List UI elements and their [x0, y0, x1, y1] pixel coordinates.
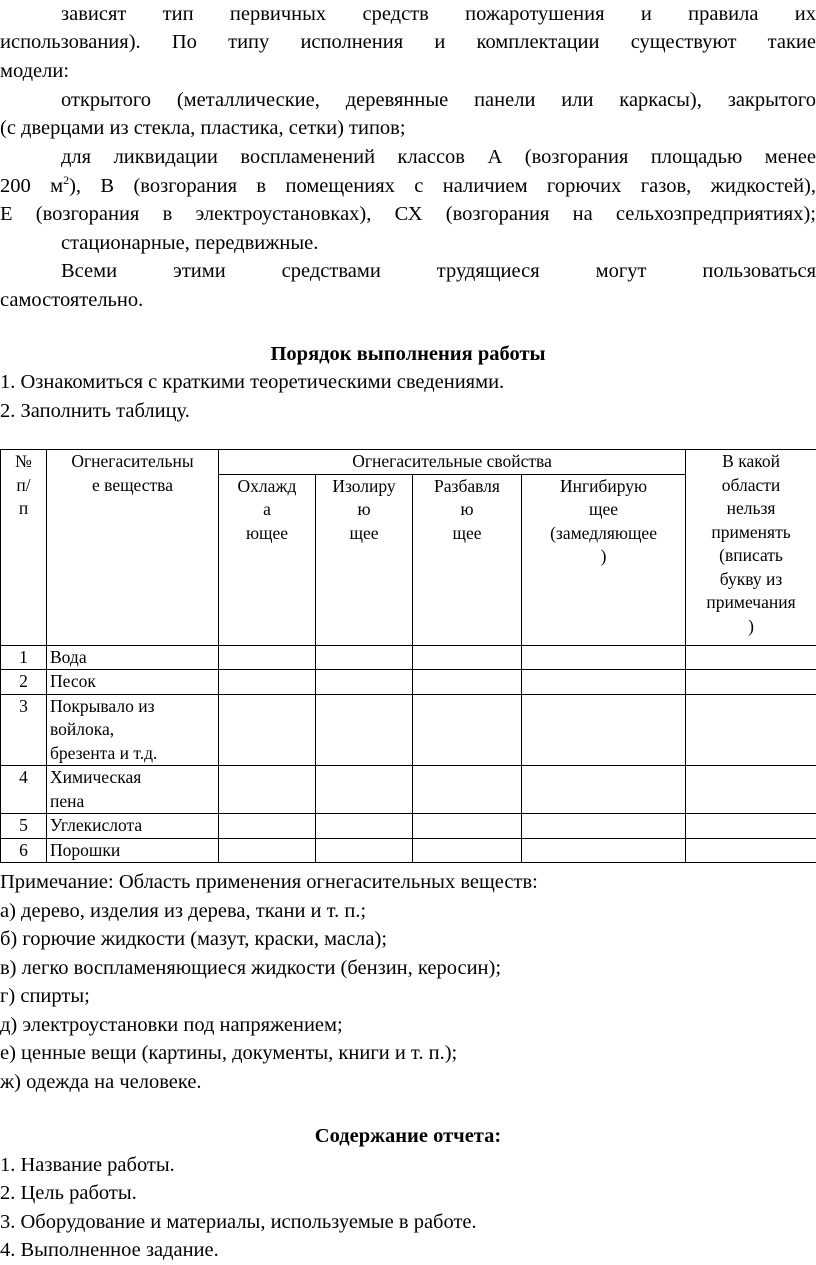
intro-line-2: использования). По типу исполнения и комплектации существуют такие	[0, 28, 816, 57]
row-agent	[47, 670, 219, 695]
table-header-row-1	[1, 450, 816, 475]
row-number: 4	[1, 766, 47, 814]
header-agent-line: е вещества	[50, 474, 215, 498]
superscript-two: 2	[63, 173, 69, 187]
cell-diluting[interactable]	[413, 645, 522, 670]
cell-inhibiting[interactable]	[522, 814, 686, 839]
table-row	[1, 838, 816, 863]
header-agent	[47, 450, 219, 646]
header-number	[1, 450, 47, 646]
cell-inhibiting[interactable]	[522, 694, 686, 766]
cell-cooling[interactable]	[219, 670, 316, 695]
cell-cooling[interactable]	[219, 814, 316, 839]
header-inhibiting-line: )	[525, 545, 682, 569]
cell-isolating[interactable]	[316, 814, 413, 839]
intro-line-7	[0, 172, 816, 201]
cell-forbidden-area[interactable]	[686, 766, 816, 814]
report-item-1: 1. Название работы.	[0, 1151, 816, 1180]
intro-line-7-start: 200 м	[0, 175, 63, 197]
note-item-c: в) легко воспламеняющиеся жидкости (бензин, керосин);	[0, 954, 816, 983]
header-area-line: В какой	[689, 450, 813, 474]
header-area-line: применять	[689, 521, 813, 545]
header-inhibiting-line: щее	[525, 498, 682, 522]
intro-line-1: зависят тип первичных средств пожаротушения и правила их	[0, 0, 816, 29]
intro-line-9: стационарные, передвижные.	[0, 229, 816, 258]
row-agent-line: брезента и т.д.	[50, 742, 215, 766]
row-agent	[47, 838, 219, 863]
procedure-step-1: 1. Ознакомиться с краткими теоретическими сведениями.	[0, 368, 816, 397]
procedure-heading: Порядок выполнения работы	[0, 340, 816, 369]
row-agent-line: Песок	[50, 670, 215, 694]
header-number-line: п	[4, 497, 43, 521]
row-agent-line: Порошки	[50, 839, 215, 863]
header-diluting-line: ю	[416, 498, 518, 522]
cell-inhibiting[interactable]	[522, 670, 686, 695]
row-agent	[47, 694, 219, 766]
header-number-line: №	[4, 450, 43, 474]
table-row	[1, 645, 816, 670]
row-number: 2	[1, 670, 47, 695]
row-number: 1	[1, 645, 47, 670]
note-title: Примечание: Область применения огнегасительных веществ:	[0, 868, 816, 897]
header-area-line: (вписать	[689, 544, 813, 568]
header-area-line: нельзя	[689, 497, 813, 521]
header-area-line: букву из	[689, 568, 813, 592]
row-number: 5	[1, 814, 47, 839]
row-number: 3	[1, 694, 47, 766]
cell-forbidden-area[interactable]	[686, 645, 816, 670]
cell-diluting[interactable]	[413, 766, 522, 814]
row-number: 6	[1, 838, 47, 863]
header-cooling-line: ющее	[222, 522, 312, 546]
table-row	[1, 694, 816, 766]
header-isolating-line: ю	[319, 498, 409, 522]
header-cooling-line: Охлажд	[222, 475, 312, 499]
report-item-4: 4. Выполненное задание.	[0, 1236, 816, 1265]
row-agent	[47, 766, 219, 814]
header-area-line: области	[689, 474, 813, 498]
table-row	[1, 766, 816, 814]
cell-isolating[interactable]	[316, 838, 413, 863]
cell-isolating[interactable]	[316, 694, 413, 766]
header-diluting	[413, 474, 522, 645]
header-isolating-line: Изолиру	[319, 475, 409, 499]
cell-isolating[interactable]	[316, 766, 413, 814]
row-agent-line: Химическая	[50, 766, 215, 790]
header-forbidden-area	[686, 450, 816, 646]
note-item-d: г) спирты;	[0, 982, 816, 1011]
header-inhibiting	[522, 474, 686, 645]
table-row	[1, 670, 816, 695]
report-heading: Содержание отчета:	[0, 1122, 816, 1151]
note-item-a: а) дерево, изделия из дерева, ткани и т. п.;	[0, 897, 816, 926]
report-item-3: 3. Оборудование и материалы, используемые в работе.	[0, 1208, 816, 1237]
note-item-g: ж) одежда на человеке.	[0, 1068, 816, 1097]
row-agent-line: Покрывало из	[50, 695, 215, 719]
intro-line-10: Всеми этими средствами трудящиеся могут пользоваться	[0, 257, 816, 286]
extinguishing-agents-table	[0, 449, 816, 863]
header-number-line: п/	[4, 474, 43, 498]
cell-forbidden-area[interactable]	[686, 670, 816, 695]
row-agent-line: Углекислота	[50, 814, 215, 838]
header-inhibiting-line: (замедляющее	[525, 522, 682, 546]
intro-line-4: открытого (металлические, деревянные панели или каркасы), закрытого	[0, 86, 816, 115]
header-inhibiting-line: Ингибирую	[525, 475, 682, 499]
header-properties: Огнегасительные свойства	[219, 450, 686, 475]
cell-isolating[interactable]	[316, 645, 413, 670]
header-area-line: примечания	[689, 591, 813, 615]
header-isolating-line: щее	[319, 522, 409, 546]
header-isolating	[316, 474, 413, 645]
note-item-e: д) электроустановки под напряжением;	[0, 1011, 816, 1040]
header-area-line: )	[689, 615, 813, 639]
row-agent-line: Вода	[50, 646, 215, 670]
cell-diluting[interactable]	[413, 838, 522, 863]
intro-line-8: Е (возгорания в электроустановках), СХ (возгорания на сельхозпредприятиях);	[0, 200, 816, 229]
note-item-f: е) ценные вещи (картины, документы, книги и т. п.);	[0, 1039, 816, 1068]
intro-line-6: для ликвидации воспламенений классов А (возгорания площадью менее	[0, 143, 816, 172]
cell-inhibiting[interactable]	[522, 645, 686, 670]
cell-cooling[interactable]	[219, 694, 316, 766]
header-diluting-line: Разбавля	[416, 475, 518, 499]
header-diluting-line: щее	[416, 522, 518, 546]
procedure-step-2: 2. Заполнить таблицу.	[0, 397, 816, 426]
intro-line-11: самостоятельно.	[0, 286, 816, 315]
header-agent-line: Огнегасительны	[50, 450, 215, 474]
cell-forbidden-area[interactable]	[686, 814, 816, 839]
table-row	[1, 814, 816, 839]
cell-cooling[interactable]	[219, 838, 316, 863]
cell-isolating[interactable]	[316, 670, 413, 695]
cell-inhibiting[interactable]	[522, 766, 686, 814]
cell-inhibiting[interactable]	[522, 838, 686, 863]
intro-line-7-end: ), В (возгорания в помещениях с наличием горючих газов, жидкостей),	[69, 175, 816, 197]
cell-forbidden-area[interactable]	[686, 694, 816, 766]
intro-line-5: (с дверцами из стекла, пластика, сетки) типов;	[0, 114, 816, 143]
row-agent-line: пена	[50, 790, 215, 814]
cell-cooling[interactable]	[219, 645, 316, 670]
intro-line-3: модели:	[0, 57, 816, 86]
cell-forbidden-area[interactable]	[686, 838, 816, 863]
row-agent	[47, 814, 219, 839]
row-agent-line: войлока,	[50, 718, 215, 742]
cell-diluting[interactable]	[413, 694, 522, 766]
header-cooling	[219, 474, 316, 645]
note-item-b: б) горючие жидкости (мазут, краски, масла);	[0, 925, 816, 954]
header-cooling-line: а	[222, 498, 312, 522]
cell-diluting[interactable]	[413, 814, 522, 839]
cell-cooling[interactable]	[219, 766, 316, 814]
cell-diluting[interactable]	[413, 670, 522, 695]
report-item-2: 2. Цель работы.	[0, 1179, 816, 1208]
row-agent	[47, 645, 219, 670]
